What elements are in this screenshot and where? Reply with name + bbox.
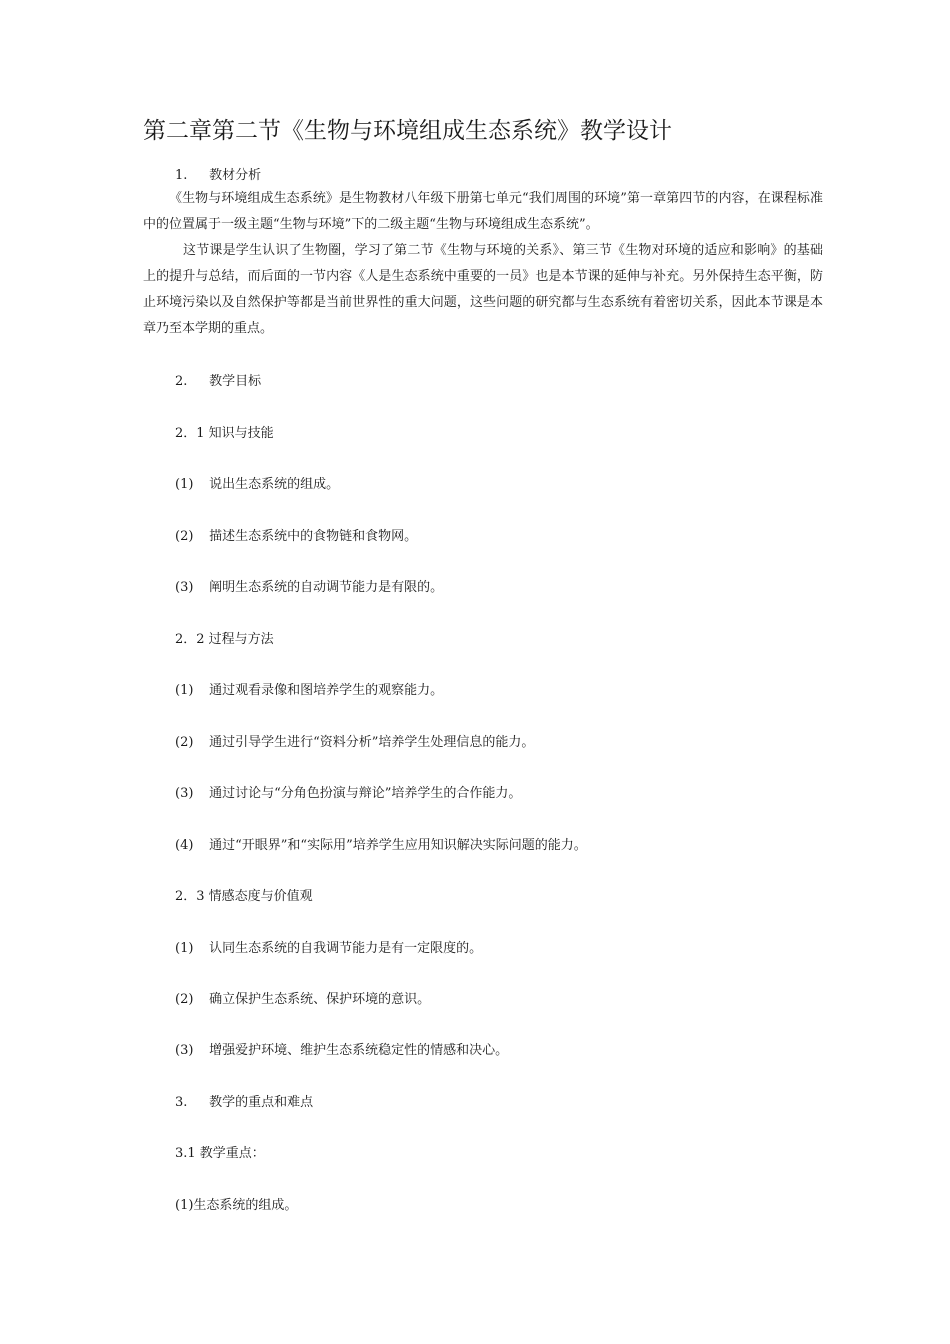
section-number: 2. xyxy=(175,374,188,389)
list-number: (4) xyxy=(175,838,194,853)
list-number: (2) xyxy=(175,992,194,1007)
list-number: (2) xyxy=(175,529,194,544)
document-title: 第二章第二节《生物与环境组成生态系统》教学设计 xyxy=(143,118,672,144)
section-label: 教学目标 xyxy=(209,374,262,389)
list-text: 增强爱护环境、维护生态系统稳定性的情感和决心。 xyxy=(209,1043,509,1058)
paragraph-lesson-context: 这节课是学生认识了生物圈，学习了第二节《生物与环境的关系》、第三节《生物对环境的适应和影响》的基础上的提升与总结，而后面的一节内容《人是生态系统中重要的一员》也是本节课的延伸与补充。另外保持生态平衡，防止环境污染以及自然保护等都是当前世界性的重大问题，这些问题的研究都与生态系统有着密切关系，因此本节课是本章乃至本学期的重点。 xyxy=(143,243,823,336)
subsection-key-points: 3.1 教学重点： xyxy=(175,1146,265,1161)
list-text: 描述生态系统中的食物链和食物网。 xyxy=(209,529,418,544)
subsection-knowledge-skills: 2．1 知识与技能 xyxy=(175,426,274,441)
subsection-attitudes-values: 2．3 情感态度与价值观 xyxy=(175,889,313,904)
list-item xyxy=(175,836,587,856)
section-label: 教材分析 xyxy=(209,168,262,183)
list-item xyxy=(175,939,482,959)
list-number: (1) xyxy=(175,683,194,698)
list-item xyxy=(175,733,534,753)
list-text: 说出生态系统的组成。 xyxy=(209,477,340,492)
list-number: (2) xyxy=(175,735,194,750)
list-text: 通过讨论与“分角色扮演与辩论”培养学生的合作能力。 xyxy=(209,786,522,801)
list-item xyxy=(175,681,443,701)
list-number: (1) xyxy=(175,941,194,956)
list-number: (3) xyxy=(175,580,194,595)
list-number: (1) xyxy=(175,477,194,492)
section-number: 3. xyxy=(175,1095,188,1110)
paragraph-textbook-position: 《生物与环境组成生态系统》是生物教材八年级下册第七单元“我们周围的环境”第一章第四节的内容，在课程标准中的位置属于一级主题“生物与环境”下的二级主题“生物与环境组成生态系统”。 xyxy=(143,191,823,232)
section-heading-1 xyxy=(175,166,261,186)
list-text: 认同生态系统的自我调节能力是有一定限度的。 xyxy=(209,941,483,956)
list-item: (1)生态系统的组成。 xyxy=(175,1198,298,1213)
section-heading-2 xyxy=(175,372,261,392)
list-text: 阐明生态系统的自动调节能力是有限的。 xyxy=(209,580,444,595)
list-item xyxy=(175,578,443,598)
list-item xyxy=(175,1041,508,1061)
list-number: (3) xyxy=(175,1043,194,1058)
list-number: (3) xyxy=(175,786,194,801)
list-text: 通过观看录像和图培养学生的观察能力。 xyxy=(209,683,444,698)
list-item xyxy=(175,475,339,495)
list-text: 确立保护生态系统、保护环境的意识。 xyxy=(209,992,431,1007)
list-text: 通过“开眼界”和“实际用”培养学生应用知识解决实际问题的能力。 xyxy=(209,838,587,853)
section-heading-3 xyxy=(175,1093,313,1113)
section-number: 1. xyxy=(175,168,188,183)
subsection-process-methods: 2．2 过程与方法 xyxy=(175,632,274,647)
list-text: 通过引导学生进行“资料分析”培养学生处理信息的能力。 xyxy=(209,735,535,750)
list-item xyxy=(175,784,521,804)
list-item xyxy=(175,527,417,547)
list-item xyxy=(175,990,430,1010)
section-label: 教学的重点和难点 xyxy=(209,1095,314,1110)
